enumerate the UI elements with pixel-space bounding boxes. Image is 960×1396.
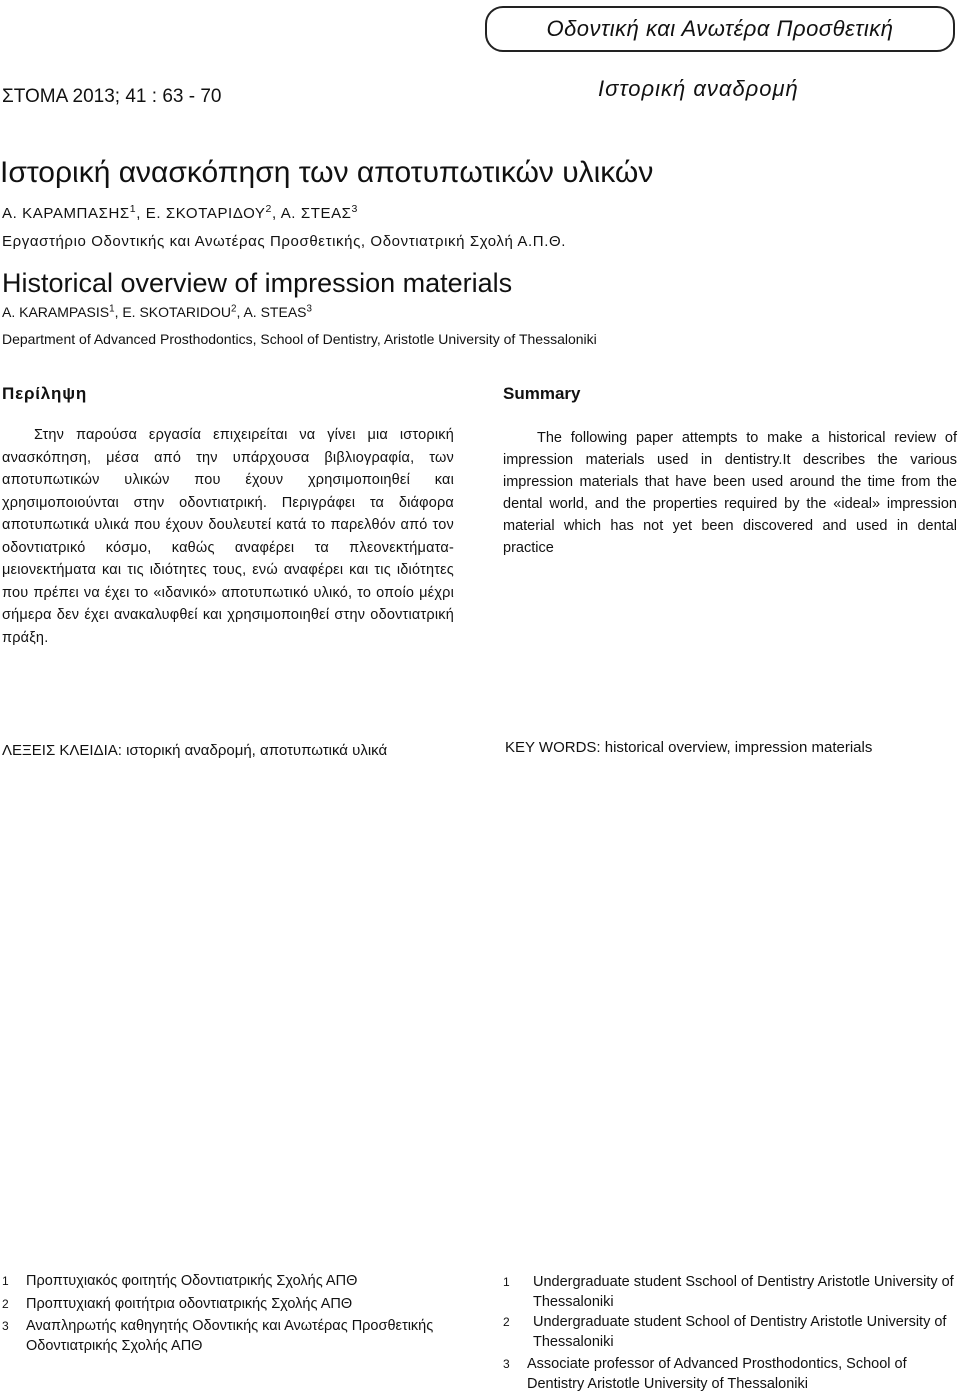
footnote-greek-1	[2, 1271, 472, 1291]
footnote-number: 1	[503, 1275, 510, 1289]
author-affiliation-mark: 3	[351, 203, 358, 215]
abstract-heading-greek: Περίληψη	[2, 384, 88, 403]
footnote-english-1	[503, 1272, 958, 1312]
journal-name: Οδοντική και Ανωτέρα Προσθετική	[546, 16, 894, 41]
footnote-text: Προπτυχιακή φοιτήτρια οδοντιατρικής Σχολής ΑΠΘ	[26, 1296, 353, 1312]
section-label: Ιστορική αναδρομή	[598, 76, 799, 101]
abstract-body-greek: Στην παρούσα εργασία επιχειρείται να γίνει μια ιστορική ανασκόπηση, μέσα από την υπάρχουσα βιβλιογραφία, των αποτυπωτικών υλικών που έχουν χρησιμοποιηθεί και χρησιμοποιούνται στην οδοντιατρική. Περιγράφει τα διάφορα αποτυπωτικά υλικά που έχουν δουλευτεί κατά το παρελθόν από τον οδοντιατρικό κόσμο, καθώς αναφέρει τα πλεονεκτήματα-μειονεκτήματα και τις ιδιότητες τους, ενώ αναφέρει και τις ιδιότητες που πρέπει να έχει το «ιδανικό» αποτυπωτικό υλικό, το οποίο μέχρι σήμερα δεν έχει ανακαλυφθεί και χρησιμοποιηθεί στην οδοντιατρική πράξη.	[2, 427, 454, 646]
author-name: Α. ΣΤΕΑΣ	[280, 205, 352, 222]
affiliation-greek: Εργαστήριο Οδοντικής και Ανωτέρας Προσθετικής, Οδοντιατρική Σχολή Α.Π.Θ.	[2, 233, 567, 250]
author-separator: ,	[136, 205, 146, 222]
affiliation-english: Department of Advanced Prosthodontics, School of Dentistry, Aristotle University of Thessaloniki	[2, 331, 597, 347]
author-affiliation-mark: 1	[109, 303, 115, 315]
abstract-body-english: The following paper attempts to make a historical review of impression materials used in dentistry.It describes the various impression materials that have been used around the time from the dental world, and the properties required by the «ideal» impression material which has not yet been discovered and used in dental practice	[503, 430, 957, 556]
author-affiliation-mark: 1	[129, 203, 137, 215]
author-affiliation-mark: 2	[265, 203, 272, 215]
authors-english	[2, 304, 312, 320]
footnote-english-2	[503, 1312, 958, 1352]
author-name: Ε. ΣΚΟΤΑΡΙΔΟΥ	[145, 205, 266, 222]
footnote-text: Undergraduate student School of Dentistry Aristotle University of Thessaloniki	[533, 1314, 947, 1350]
footnote-number: 3	[2, 1319, 9, 1333]
abstract-heading-english: Summary	[503, 384, 581, 403]
footnote-english-3	[503, 1354, 958, 1394]
footnote-text: Αναπληρωτής καθηγητής Οδοντικής και Ανωτέρας Προσθετικής Οδοντιατρικής Σχολής ΑΠΘ	[26, 1318, 434, 1354]
footnote-text: Προπτυχιακός φοιτητής Οδοντιατρικής Σχολής ΑΠΘ	[26, 1273, 358, 1289]
authors-greek	[2, 205, 358, 222]
article-title-greek: Ιστορική ανασκόπηση των αποτυπωτικών υλικών	[0, 156, 654, 189]
article-title-english: Historical overview of impression materials	[2, 268, 513, 298]
author-separator: ,	[114, 304, 123, 320]
author-separator: ,	[236, 304, 244, 320]
author-name: A. KARAMPASIS	[2, 304, 110, 320]
footnote-number: 1	[2, 1274, 9, 1288]
journal-name-box	[485, 6, 955, 52]
footnote-greek-2	[2, 1294, 472, 1314]
author-affiliation-mark: 3	[306, 303, 312, 315]
author-name: A. STEAS	[243, 304, 307, 320]
footnote-number: 2	[2, 1297, 9, 1311]
footnote-text: Undergraduate student Sschool of Dentistry Aristotle University of Thessaloniki	[533, 1274, 954, 1310]
keywords-greek: ΛΕΞΕΙΣ ΚΛΕΙΔΙΑ: ιστορική αναδρομή, αποτυπωτικά υλικά	[2, 742, 388, 759]
author-separator: ,	[271, 205, 281, 222]
footnote-number: 2	[503, 1315, 510, 1329]
author-affiliation-mark: 2	[231, 303, 237, 315]
footnote-number: 3	[503, 1357, 510, 1371]
journal-citation: ΣΤΟΜΑ 2013; 41 : 63 - 70	[2, 86, 222, 107]
footnote-text: Associate professor of Advanced Prosthodontics, School of Dentistry Aristotle University of Thessaloniki	[527, 1356, 907, 1392]
keywords-english: KEY WORDS: historical overview, impression materials	[505, 739, 873, 756]
footnote-greek-3	[2, 1316, 460, 1356]
author-name: E. SKOTARIDOU	[122, 304, 231, 320]
author-name: Α. ΚΑΡΑΜΠΑΣΗΣ	[2, 205, 130, 222]
